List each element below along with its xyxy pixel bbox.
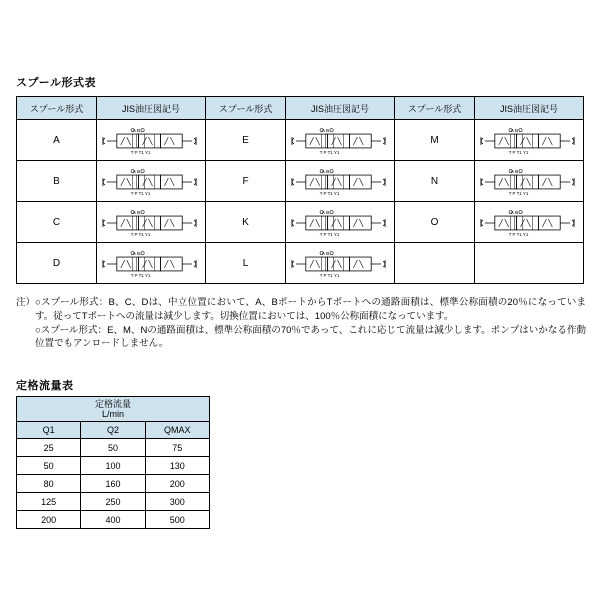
flow-cell-q1: 80	[17, 475, 81, 493]
jis-symbol-cell	[97, 202, 206, 243]
table-row	[17, 457, 210, 475]
flow-cell-q1: 25	[17, 439, 81, 457]
jis-symbol-cell	[475, 120, 584, 161]
jis-symbol-cell	[286, 120, 395, 161]
jis-symbol-cell	[286, 202, 395, 243]
svg-text:A B: A B	[510, 129, 519, 135]
hydraulic-symbol-icon	[475, 161, 583, 201]
hydraulic-symbol-icon	[286, 161, 394, 201]
column-header-jis-symbol-3: JIS油圧図記号	[475, 97, 584, 120]
table-header-row	[17, 397, 210, 422]
svg-text:T P T1 Y1: T P T1 Y1	[319, 190, 340, 196]
jis-symbol-cell	[475, 161, 584, 202]
column-header-q1: Q1	[17, 422, 81, 439]
flow-cell-qmax: 500	[145, 511, 209, 529]
table-row	[17, 202, 584, 243]
hydraulic-symbol-icon	[475, 120, 583, 160]
jis-symbol-cell	[97, 161, 206, 202]
svg-text:T P T1 Y1: T P T1 Y1	[319, 272, 340, 278]
hydraulic-symbol-icon	[97, 120, 205, 160]
flow-cell-qmax: 75	[145, 439, 209, 457]
flow-cell-qmax: 300	[145, 493, 209, 511]
flow-header-group	[17, 397, 210, 422]
svg-text:A B: A B	[510, 211, 519, 217]
svg-text:A B: A B	[321, 129, 330, 135]
table-row	[17, 120, 584, 161]
spool-type-cell-empty	[395, 243, 475, 284]
spool-type-cell: N	[395, 161, 475, 202]
flow-cell-q2: 160	[81, 475, 145, 493]
note-item	[16, 324, 586, 352]
table-row	[17, 439, 210, 457]
svg-text:T P T1 Y1: T P T1 Y1	[130, 231, 151, 237]
svg-text:A B: A B	[321, 170, 330, 176]
svg-text:A B: A B	[321, 211, 330, 217]
hydraulic-symbol-icon	[97, 161, 205, 201]
svg-text:T P T1 Y1: T P T1 Y1	[319, 149, 340, 155]
jis-symbol-cell	[475, 202, 584, 243]
jis-symbol-cell	[286, 243, 395, 284]
hydraulic-symbol-icon	[286, 120, 394, 160]
hydraulic-symbol-icon	[286, 243, 394, 283]
spool-type-cell: A	[17, 120, 97, 161]
spool-table-title: スプール形式表	[16, 77, 96, 89]
flow-cell-qmax: 130	[145, 457, 209, 475]
rated-flow-table	[16, 396, 210, 529]
column-header-qmax: QMAX	[145, 422, 209, 439]
flow-cell-q2: 100	[81, 457, 145, 475]
flow-cell-qmax: 200	[145, 475, 209, 493]
note-label: 注）	[16, 297, 36, 308]
note-item	[16, 296, 586, 324]
flow-table-title: 定格流量表	[16, 380, 74, 392]
hydraulic-symbol-icon	[97, 202, 205, 242]
notes-block	[16, 296, 586, 351]
spool-form-table	[16, 96, 584, 284]
svg-text:T P T1 Y1: T P T1 Y1	[508, 190, 529, 196]
flow-header-title: 定格流量	[94, 398, 131, 409]
svg-text:T P T1 Y1: T P T1 Y1	[130, 149, 151, 155]
table-subheader-row	[17, 422, 210, 439]
table-header-row	[17, 97, 584, 120]
table-row	[17, 493, 210, 511]
svg-text:T P T1 Y1: T P T1 Y1	[508, 149, 529, 155]
svg-text:A B: A B	[132, 252, 141, 258]
spool-type-cell: D	[17, 243, 97, 284]
table-row	[17, 243, 584, 284]
spool-type-cell: E	[206, 120, 286, 161]
flow-header-unit: L/min	[101, 409, 124, 419]
svg-text:A B: A B	[132, 170, 141, 176]
jis-symbol-cell	[97, 120, 206, 161]
spool-type-cell: M	[395, 120, 475, 161]
spool-type-cell: K	[206, 202, 286, 243]
spool-type-cell: L	[206, 243, 286, 284]
spool-type-cell: O	[395, 202, 475, 243]
column-header-spool-type-1: スプール形式	[17, 97, 97, 120]
note-text-1: ○スプール形式：B、C、Dは、中立位置において、A、BポートからTポートへの通路面積は、標準公称面積の20％になっています。従ってTポートへの流量は減少します。切換位置においては、100％公称面積になっています。	[35, 297, 586, 322]
jis-symbol-cell	[286, 161, 395, 202]
column-header-jis-symbol-1: JIS油圧図記号	[97, 97, 206, 120]
column-header-spool-type-3: スプール形式	[395, 97, 475, 120]
spool-type-cell: C	[17, 202, 97, 243]
flow-cell-q1: 50	[17, 457, 81, 475]
svg-text:A B: A B	[132, 129, 141, 135]
flow-cell-q2: 400	[81, 511, 145, 529]
column-header-jis-symbol-2: JIS油圧図記号	[286, 97, 395, 120]
table-row	[17, 475, 210, 493]
spool-type-cell: F	[206, 161, 286, 202]
flow-cell-q2: 50	[81, 439, 145, 457]
column-header-spool-type-2: スプール形式	[206, 97, 286, 120]
svg-text:T P T1 Y1: T P T1 Y1	[130, 190, 151, 196]
svg-text:A B: A B	[510, 170, 519, 176]
column-header-q2: Q2	[81, 422, 145, 439]
svg-text:T P T1 Y1: T P T1 Y1	[508, 231, 529, 237]
flow-cell-q1: 200	[17, 511, 81, 529]
svg-text:T P T1 Y1: T P T1 Y1	[130, 272, 151, 278]
svg-text:A B: A B	[321, 252, 330, 258]
note-text-2: ○スプール形式：E、M、Nの通路面積は、標準公称面積の70％であって、これに応じて流量は減少します。ポンプはいかなる作動位置でもアンロードしません。	[35, 324, 586, 350]
jis-symbol-cell	[97, 243, 206, 284]
svg-text:T P T1 Y1: T P T1 Y1	[319, 231, 340, 237]
table-row	[17, 161, 584, 202]
spool-type-cell: B	[17, 161, 97, 202]
jis-symbol-cell-empty	[475, 243, 584, 284]
hydraulic-symbol-icon	[286, 202, 394, 242]
hydraulic-symbol-icon	[475, 202, 583, 242]
flow-cell-q1: 125	[17, 493, 81, 511]
svg-text:A B: A B	[132, 211, 141, 217]
flow-cell-q2: 250	[81, 493, 145, 511]
hydraulic-symbol-icon	[97, 243, 205, 283]
table-row	[17, 511, 210, 529]
